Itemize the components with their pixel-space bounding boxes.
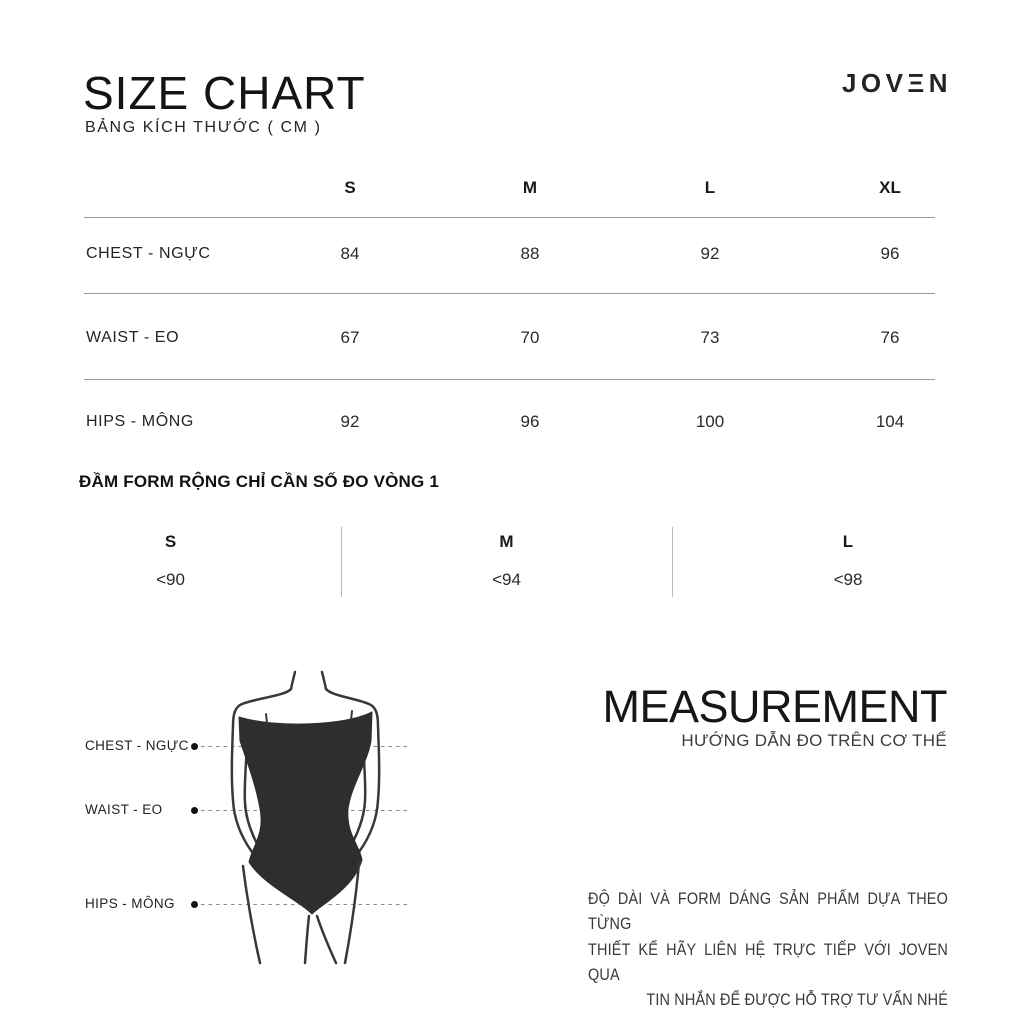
column-header-l: L xyxy=(704,178,716,197)
table-row xyxy=(86,326,980,350)
bust-table-divider xyxy=(672,527,673,597)
figure-label-chest: CHEST - NGỰC xyxy=(85,738,189,753)
chest-value-s: 84 xyxy=(340,244,360,263)
hips-value-l: 100 xyxy=(695,412,725,431)
table-row xyxy=(86,410,980,434)
left-leg-inner-line xyxy=(305,916,309,963)
column-header-m: M xyxy=(522,178,538,197)
hips-marker-dot-icon xyxy=(191,901,198,908)
figure-label-waist: WAIST - EO xyxy=(85,802,163,817)
right-leg-inner-line xyxy=(317,916,336,963)
waist-value-s: 67 xyxy=(340,328,360,347)
table-divider-line xyxy=(84,379,935,380)
table-row xyxy=(86,242,980,266)
waist-value-xl: 76 xyxy=(880,328,900,347)
neck-right-line xyxy=(322,672,326,689)
row-label-chest: CHEST - NGỰC xyxy=(86,245,211,262)
chest-value-l: 92 xyxy=(700,244,720,263)
disclaimer-text xyxy=(588,886,948,1012)
figure-label-hips: HIPS - MÔNG xyxy=(85,896,175,911)
row-label-waist: WAIST - EO xyxy=(86,329,180,346)
hips-value-xl: 104 xyxy=(875,412,905,431)
waist-value-l: 73 xyxy=(700,328,720,347)
disclaimer-line-1: ĐỘ DÀI VÀ FORM DÁNG SẢN PHẨM DỰA THEO TỪNG xyxy=(588,889,948,934)
brand-logo: JOVΞN xyxy=(841,68,952,98)
bust-table-header-row xyxy=(0,532,1024,552)
bust-table-divider xyxy=(341,527,342,597)
bust-value-l: <98 xyxy=(833,570,863,589)
bust-column-header-s: S xyxy=(164,532,177,551)
hips-value-s: 92 xyxy=(340,412,360,431)
bust-column-header-m: M xyxy=(499,532,514,551)
loose-dress-note: ĐẦM FORM RỘNG CHỈ CẦN SỐ ĐO VÒNG 1 xyxy=(79,472,440,491)
bust-value-m: <94 xyxy=(492,570,521,589)
disclaimer-line-2: THIẾT KẾ HÃY LIÊN HỆ TRỰC TIẾP VỚI JOVEN QUA xyxy=(588,939,948,984)
hips-value-m: 96 xyxy=(520,412,540,431)
table-divider-line xyxy=(84,293,935,294)
size-table-header-row xyxy=(86,176,980,200)
bodysuit-silhouette xyxy=(239,712,372,914)
chest-marker-dot-icon xyxy=(191,743,198,750)
row-label-hips: HIPS - MÔNG xyxy=(86,413,194,430)
waist-marker-dot-icon xyxy=(191,807,198,814)
bust-table-value-row xyxy=(0,570,1024,590)
bodysuit-figure-illustration xyxy=(205,650,435,990)
right-seam-notch xyxy=(351,711,352,720)
measurement-subtitle: HƯỚNG DẪN ĐO TRÊN CƠ THỂ xyxy=(681,731,947,750)
chest-value-m: 88 xyxy=(520,244,540,263)
measurement-title: MEASUREMENT xyxy=(602,681,947,732)
table-divider-line xyxy=(84,217,935,218)
disclaimer-line-3: TIN NHẮN ĐỂ ĐƯỢC HỖ TRỢ TƯ VẤN NHÉ xyxy=(646,990,948,1010)
left-leg-outer-line xyxy=(243,866,260,963)
bust-value-s: <90 xyxy=(156,570,185,589)
page-subtitle: BẢNG KÍCH THƯỚC ( CM ) xyxy=(85,119,322,136)
column-header-s: S xyxy=(344,178,356,197)
bust-column-header-l: L xyxy=(842,532,854,551)
chest-value-xl: 96 xyxy=(880,244,900,263)
column-header-xl: XL xyxy=(879,178,901,197)
left-seam-notch xyxy=(266,714,267,723)
waist-value-m: 70 xyxy=(520,328,540,347)
page-title: SIZE CHART xyxy=(83,67,366,119)
neck-left-line xyxy=(291,672,295,689)
